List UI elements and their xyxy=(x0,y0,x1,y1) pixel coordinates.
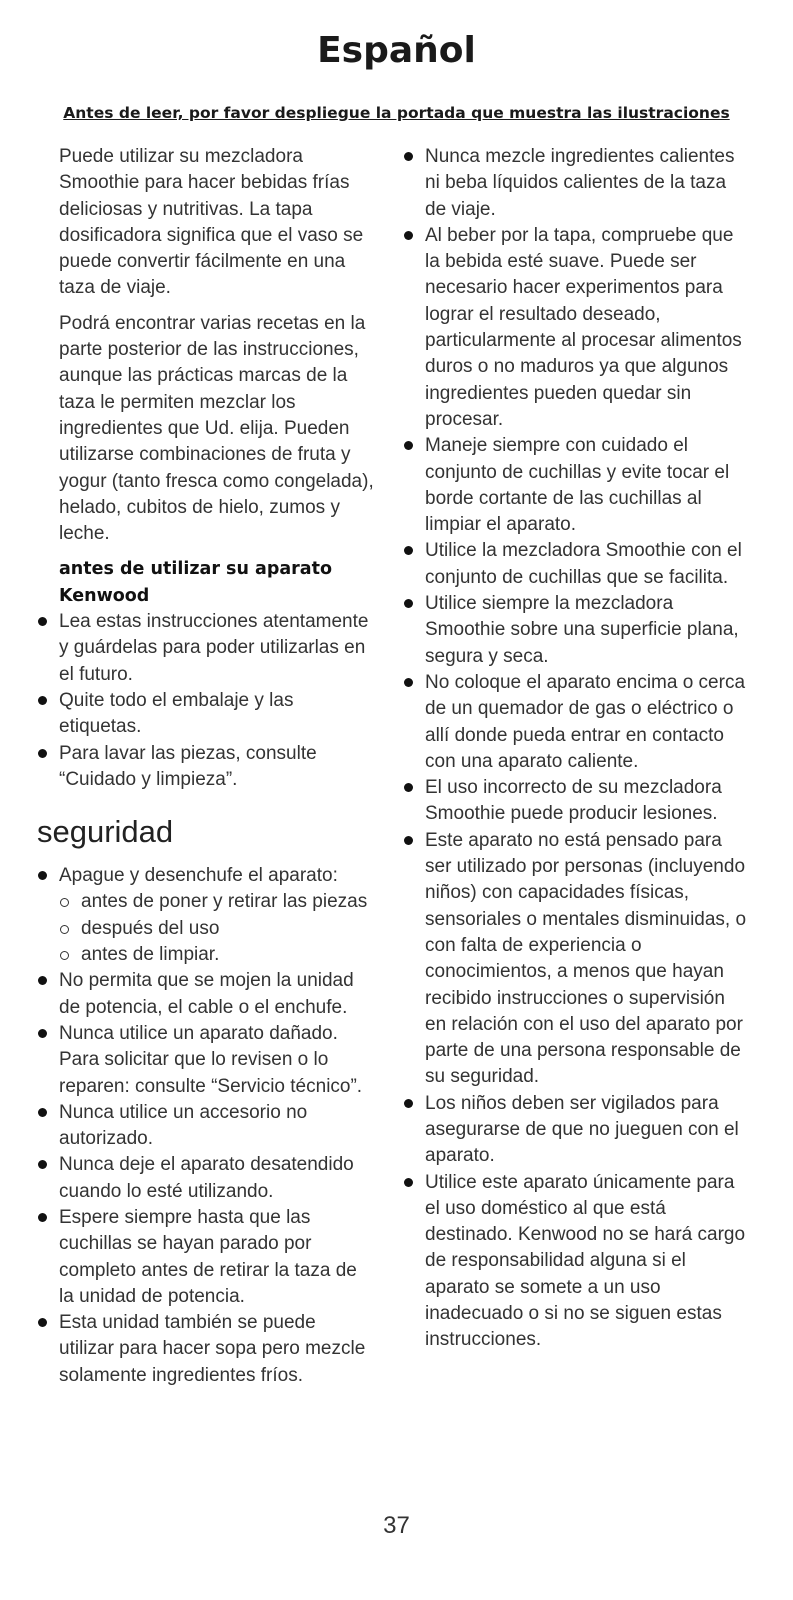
list-item: Utilice la mezcladora Smoothie con el conjunto de cuchillas que se facilita. xyxy=(403,538,748,591)
intro-paragraph: Podrá encontrar varias recetas en la parte posterior de las instrucciones, aunque las prácticas marcas de la taza le permiten mezclar los ingredientes que Ud. elija. Pueden utilizarse combinaciones de fruta y yogur (tanto fresca como congelada), helado, cubitos de hielo, zumos y leche. xyxy=(59,312,374,545)
list-item: No permita que se mojen la unidad de potencia, el cable o el enchufe. xyxy=(37,968,375,1021)
sub-list-item: antes de poner y retirar las piezas xyxy=(59,889,375,915)
list-item: Esta unidad también se puede utilizar para hacer sopa pero mezcle solamente ingredientes fríos. xyxy=(37,1310,375,1389)
list-item: Al beber por la tapa, compruebe que la bebida esté suave. Puede ser necesario hacer experimentos para lograr el resultado deseado, particularmente al procesar alimentos duros o no maduros ya que algunos ingredientes pueden quedar sin procesar. xyxy=(403,223,748,433)
sub-list-item: antes de limpiar. xyxy=(59,942,375,968)
list-item: Los niños deben ser vigilados para asegurarse de que no jueguen con el aparato. xyxy=(403,1091,748,1170)
list-item: Maneje siempre con cuidado el conjunto de cuchillas y evite tocar el borde cortante de las cuchillas al limpiar el aparato. xyxy=(403,433,748,538)
intro-paragraph: Puede utilizar su mezcladora Smoothie para hacer bebidas frías deliciosas y nutritivas. La tapa dosificadora significa que el vaso se puede convertir fácilmente en una taza de viaje. xyxy=(59,146,364,299)
list-item-text: Apague y desenchufe el aparato: xyxy=(59,865,338,887)
list-item: El uso incorrecto de su mezcladora Smoothie puede producir lesiones. xyxy=(403,775,748,828)
list-item: Utilice este aparato únicamente para el uso doméstico al que está destinado. Kenwood no se hará cargo de responsabilidad alguna si el aparato se somete a un uso inadecuado o si no se siguen estas instrucciones. xyxy=(403,1170,748,1354)
before-use-heading: antes de utilizar su aparato Kenwood xyxy=(59,559,332,606)
right-column xyxy=(403,144,748,1354)
list-item: Nunca mezcle ingredientes calientes ni beba líquidos calientes de la taza de viaje. xyxy=(403,144,748,223)
list-item: Utilice siempre la mezcladora Smoothie sobre una superficie plana, segura y seca. xyxy=(403,591,748,670)
list-item: Lea estas instrucciones atentamente y guárdelas para poder utilizarlas en el futuro. xyxy=(37,609,375,688)
list-item: Para lavar las piezas, consulte “Cuidado y limpieza”. xyxy=(37,741,375,794)
safety-heading: seguridad xyxy=(37,814,174,850)
page-number: 37 xyxy=(383,1512,410,1539)
safety-list xyxy=(37,863,375,1389)
safety-list-continued xyxy=(403,144,748,1354)
left-column xyxy=(37,144,375,1389)
page-title: Español xyxy=(317,30,476,71)
list-item: Espere siempre hasta que las cuchillas se hayan parado por completo antes de retirar la taza de la unidad de potencia. xyxy=(37,1205,375,1310)
list-item: Nunca utilice un aparato dañado. Para solicitar que lo revisen o lo reparen: consulte “Servicio técnico”. xyxy=(37,1021,375,1100)
before-use-list xyxy=(37,609,375,793)
list-item: No coloque el aparato encima o cerca de un quemador de gas o eléctrico o allí donde pueda entrar en contacto con una aparato caliente. xyxy=(403,670,748,775)
sub-list-item: después del uso xyxy=(59,916,375,942)
list-item: Nunca deje el aparato desatendido cuando lo esté utilizando. xyxy=(37,1152,375,1205)
list-item: Nunca utilice un accesorio no autorizado. xyxy=(37,1100,375,1153)
list-item: Quite todo el embalaje y las etiquetas. xyxy=(37,688,375,741)
fold-out-notice: Antes de leer, por favor despliegue la portada que muestra las ilustraciones xyxy=(63,104,730,122)
list-item xyxy=(37,863,375,968)
unplug-sublist xyxy=(59,889,375,968)
list-item: Este aparato no está pensado para ser utilizado por personas (incluyendo niños) con capacidades físicas, sensoriales o mentales disminuidas, o con falta de experiencia o conocimientos, a menos que hayan recibido instrucciones o supervisión en relación con el uso del aparato por parte de una persona responsable de su seguridad. xyxy=(403,828,748,1091)
